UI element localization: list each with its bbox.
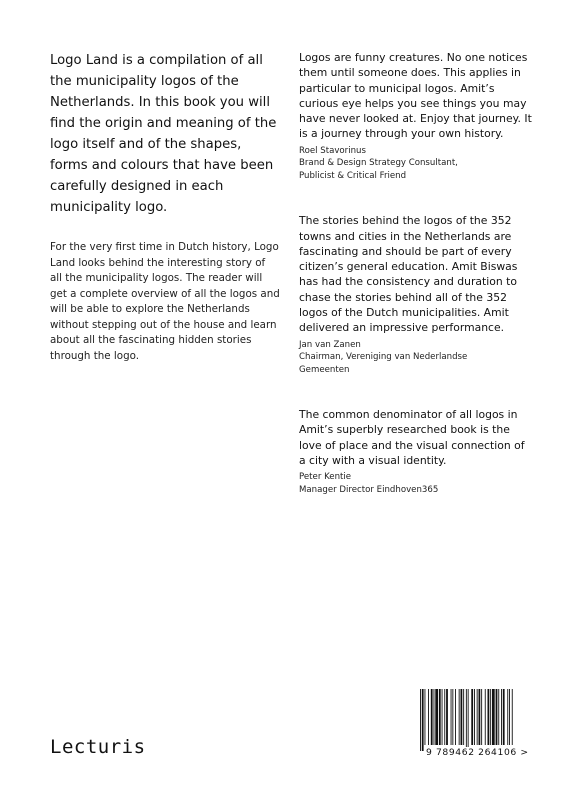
barcode-bar: [435, 689, 438, 745]
barcode-bar: [434, 689, 435, 745]
barcode-bar: [463, 689, 464, 745]
barcode-bar: [425, 689, 426, 745]
barcode-bar: [431, 689, 433, 745]
quote-text: Logos are funny creatures. No one notices them until someone does. This applies in particular to municipal logos. Amit’s curious eye helps you see things you may have never looked at. Enjoy that journey. It is a journey through your own history.: [299, 51, 532, 141]
barcode-bar: [481, 689, 482, 745]
quote-author-role: Gemeenten: [299, 364, 350, 375]
barcode-bar: [446, 689, 448, 745]
barcode-bar: [461, 689, 463, 745]
quote-attribution: [299, 145, 534, 183]
barcode-bar: [428, 689, 429, 745]
barcode-bar: [488, 689, 490, 745]
barcode-bar: [471, 689, 473, 745]
barcode-bar: [477, 689, 478, 745]
quote-author: Peter Kentie: [299, 472, 352, 483]
barcode-bar: [509, 689, 510, 745]
barcode-bar: [422, 689, 424, 751]
left-column: [50, 50, 280, 364]
barcode-bar: [452, 689, 453, 745]
quote-author-role: Publicist & Critical Friend: [299, 170, 407, 181]
barcode-bar: [442, 689, 443, 745]
barcode-bar: [501, 689, 502, 745]
intro-body: For the very first time in Dutch history, Logo Land looks behind the interesting story of all the municipality logos. The reader will get a complete overview of all the logos and will be able to explore the Netherlands without stepping out of the house and learn about all the fascinating hidden stories through the logo.: [50, 241, 280, 362]
barcode-bar: [439, 689, 441, 745]
barcode-bar: [485, 689, 486, 745]
quote-block: [299, 213, 534, 376]
quote-author-role: Chairman, Vereniging van Nederlandse: [299, 352, 468, 363]
barcode-bar: [503, 689, 505, 745]
quote-attribution: [299, 471, 534, 496]
quote-author: Jan van Zanen: [299, 339, 361, 350]
barcode-bar: [459, 689, 460, 745]
quote-author-role: Brand & Design Strategy Consultant,: [299, 158, 458, 169]
right-column: [299, 50, 534, 527]
quote-attribution: [299, 339, 534, 377]
barcode-bar: [468, 689, 469, 751]
barcode-bar: [466, 689, 467, 751]
barcode-bar: [498, 689, 499, 745]
quote-block: [299, 407, 534, 496]
quote-text: The common denominator of all logos in Amit’s superbly researched book is the love of place and the visual connection of a city with a visual identity.: [299, 408, 525, 468]
quote-author-role: Manager Director Eindhoven365: [299, 484, 439, 495]
barcode-bar: [455, 689, 456, 745]
barcode-bar: [474, 689, 475, 745]
barcode-graphic: [418, 689, 518, 751]
barcode-bar: [492, 689, 495, 745]
quote-text: The stories behind the logos of the 352 towns and cities in the Netherlands are fascinating and should be part of every citizen’s general education. Amit Biswas has had the consistency and duration to chase the stories behind all of the 352 logos of the Dutch municipalities. Amit delivered an impressive performance.: [299, 214, 518, 335]
barcode-bar: [512, 689, 513, 745]
publisher-logo: Lecturis: [50, 736, 146, 758]
barcode-bar: [479, 689, 481, 745]
barcode-bar: [420, 689, 421, 751]
isbn-number: 9 789462 264106 >: [426, 747, 529, 758]
quote-author: Roel Stavorinus: [299, 145, 366, 156]
barcode-bar: [444, 689, 445, 745]
barcode-bar: [490, 689, 491, 745]
barcode-bar: [507, 689, 508, 745]
quote-block: [299, 50, 534, 182]
intro-lead: Logo Land is a compilation of all the municipality logos of the Netherlands. In this book you will find the origin and meaning of the logo itself and of the shapes, forms and colours that have been carefully designed in each municipality logo.: [50, 53, 277, 215]
barcode-bar: [496, 689, 498, 745]
barcode-bar: [451, 689, 452, 745]
